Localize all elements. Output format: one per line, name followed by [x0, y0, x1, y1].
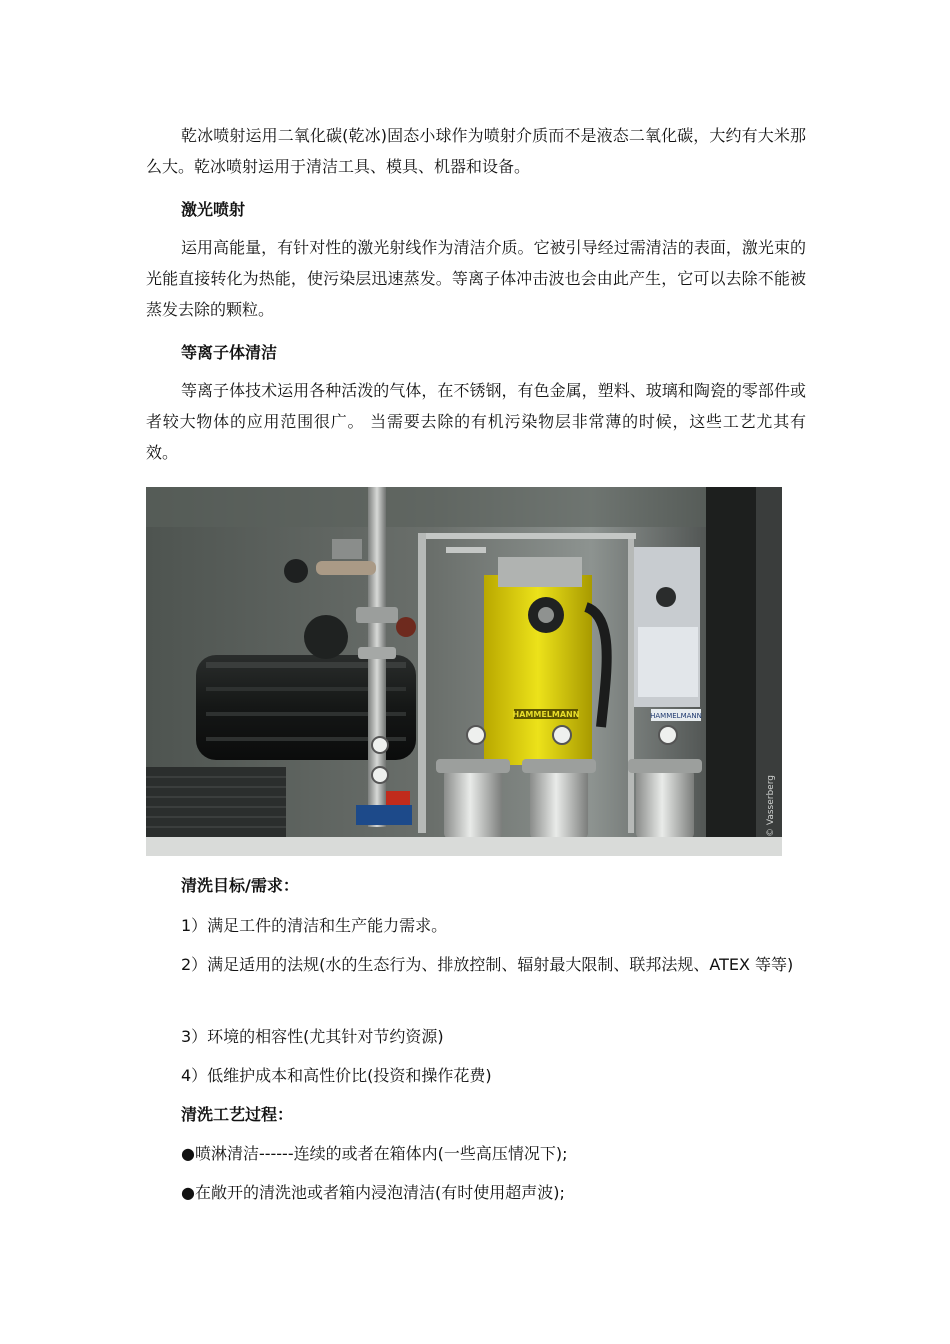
goal-item-3: 3）环境的相容性(尤其针对节约资源): [181, 1027, 444, 1046]
heading-plasma: 等离子体清洁: [181, 343, 278, 362]
paragraph-dry-ice: 乾冰喷射运用二氧化碳(乾冰)固态小球作为喷射介质而不是液态二氧化碳，大约有大米那么大。乾冰喷射运用于清洁工具、模具、机器和设备。: [146, 126, 806, 176]
pressure-gauge-icon: [372, 767, 388, 783]
heading-goals: 清洗目标/需求：: [181, 876, 299, 895]
paragraph-plasma: 等离子体技术运用各种活泼的气体，在不锈钢，有色金属，塑料、玻璃和陶瓷的零部件或者较大物体的应用范围很广。 当需要去除的有机污染物层非常薄的时候，这些工艺尤其有效。: [146, 381, 806, 462]
heading-laser: 激光喷射: [181, 200, 246, 219]
pressure-gauge-icon: [372, 737, 388, 753]
goal-item-4: 4）低维护成本和高性价比(投资和操作花费): [181, 1066, 492, 1085]
gauge-valve-icon: [304, 615, 348, 659]
equipment-photo: [146, 487, 782, 856]
goal-item-2: 2）满足适用的法规(水的生态行为、排放控制、辐射最大限制、联邦法规、ATEX 等等): [181, 955, 794, 974]
process-item-1: ●喷淋清洁------连续的或者在箱体内(一些高压情况下);: [181, 1144, 568, 1163]
panel-label: HAMMELMANN: [650, 712, 702, 720]
paragraph-laser: 运用高能量，有针对性的激光射线作为清洁介质。它被引导经过需清洁的表面，激光束的光能直接转化为热能，使污染层迅速蒸发。等离子体冲击波也会由此产生，它可以去除不能被蒸发去除的颗粒。: [146, 238, 806, 319]
process-item-2: ●在敞开的清洗池或者箱内浸泡清洁(有时使用超声波);: [181, 1183, 565, 1202]
pump-brand-label: HAMMELMANN: [512, 710, 580, 719]
photo-credit: © Vasserberg: [766, 775, 776, 837]
heading-process: 清洗工艺过程：: [181, 1105, 294, 1124]
goal-item-1: 1）满足工件的清洁和生产能力需求。: [181, 916, 448, 935]
